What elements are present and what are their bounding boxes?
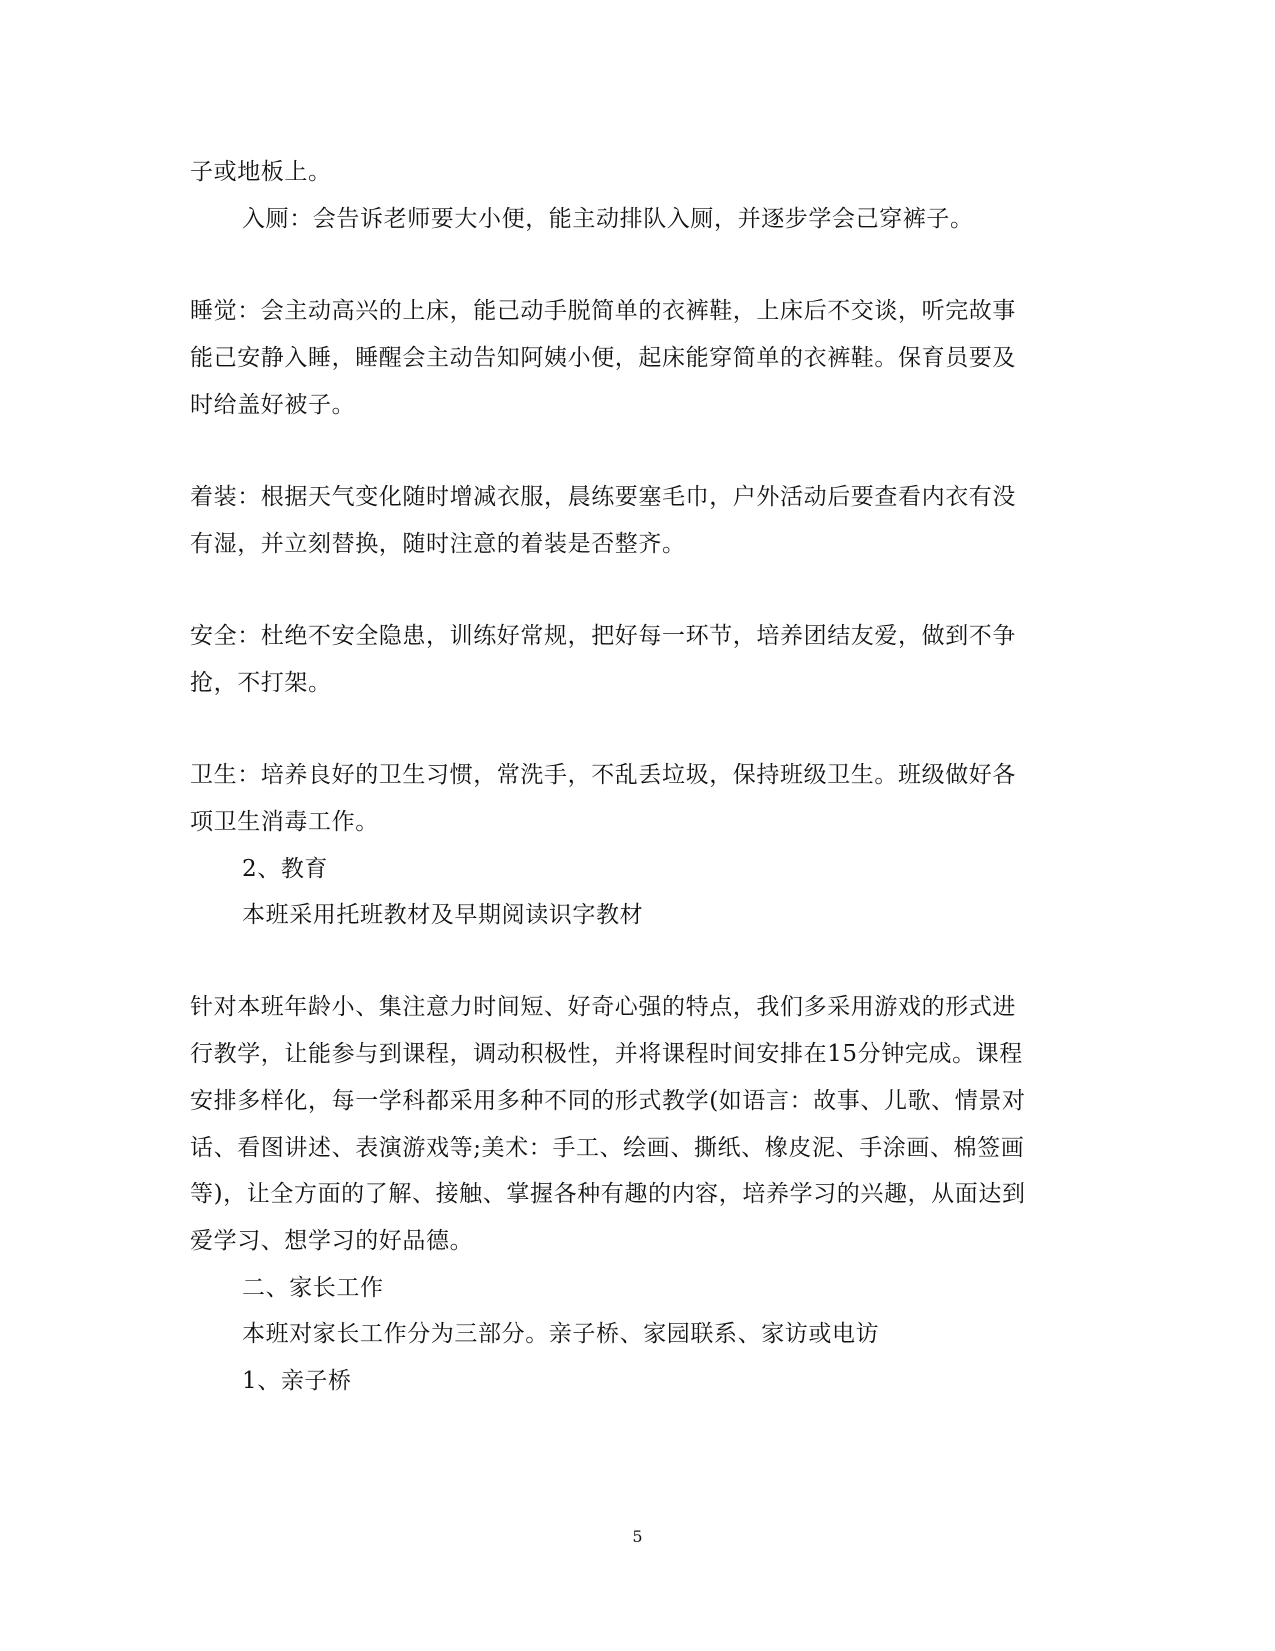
paragraph-line: 能己安静入睡，睡醒会主动告知阿姨小便，起床能穿简单的衣裤鞋。保育员要及 xyxy=(190,345,1016,371)
paragraph-line: 着装：根据天气变化随时增减衣服，晨练要塞毛巾，户外活动后要查看内衣有没 xyxy=(190,484,1016,510)
paragraph-line: 本班采用托班教材及早期阅读识字教材 xyxy=(242,902,644,928)
page-number: 5 xyxy=(632,1527,643,1546)
section-heading: 2、教育 xyxy=(242,856,329,882)
paragraph-line: 睡觉：会主动高兴的上床，能己动手脱简单的衣裤鞋，上床后不交谈，听完故事 xyxy=(190,298,1016,324)
paragraph-line: 话、看图讲述、表演游戏等;美术：手工、绘画、撕纸、橡皮泥、手涂画、棉签画 xyxy=(190,1135,1025,1161)
paragraph-line: 卫生：培养良好的卫生习惯，常洗手，不乱丢垃圾，保持班级卫生。班级做好各 xyxy=(190,762,1016,788)
paragraph-line: 有湿，并立刻替换，随时注意的着装是否整齐。 xyxy=(190,531,686,557)
paragraph-line: 本班对家长工作分为三部分。亲子桥、家园联系、家访或电访 xyxy=(242,1321,880,1347)
paragraph-line: 爱学习、想学习的好品德。 xyxy=(190,1228,474,1254)
section-heading: 1、亲子桥 xyxy=(242,1368,352,1394)
paragraph-line: 项卫生消毒工作。 xyxy=(190,809,379,835)
paragraph-line: 子或地板上。 xyxy=(190,159,332,185)
paragraph-line: 安排多样化，每一学科都采用多种不同的形式教学(如语言：故事、儿歌、情景对 xyxy=(190,1088,1026,1114)
paragraph-line: 安全：杜绝不安全隐患，训练好常规，把好每一环节，培养团结友爱，做到不争 xyxy=(190,623,1016,649)
paragraph-line: 等)，让全方面的了解、接触、掌握各种有趣的内容，培养学习的兴趣，从面达到 xyxy=(190,1181,1026,1207)
paragraph-line: 针对本班年龄小、集注意力时间短、好奇心强的特点，我们多采用游戏的形式进 xyxy=(190,994,1016,1020)
paragraph-line: 入厕：会告诉老师要大小便，能主动排队入厕，并逐步学会己穿裤子。 xyxy=(242,206,974,232)
paragraph-line: 抢，不打架。 xyxy=(190,670,332,696)
paragraph-line: 时给盖好被子。 xyxy=(190,392,356,418)
paragraph-line: 行教学，让能参与到课程，调动积极性，并将课程时间安排在15分钟完成。课程 xyxy=(190,1041,1023,1067)
section-heading: 二、家长工作 xyxy=(242,1275,384,1301)
